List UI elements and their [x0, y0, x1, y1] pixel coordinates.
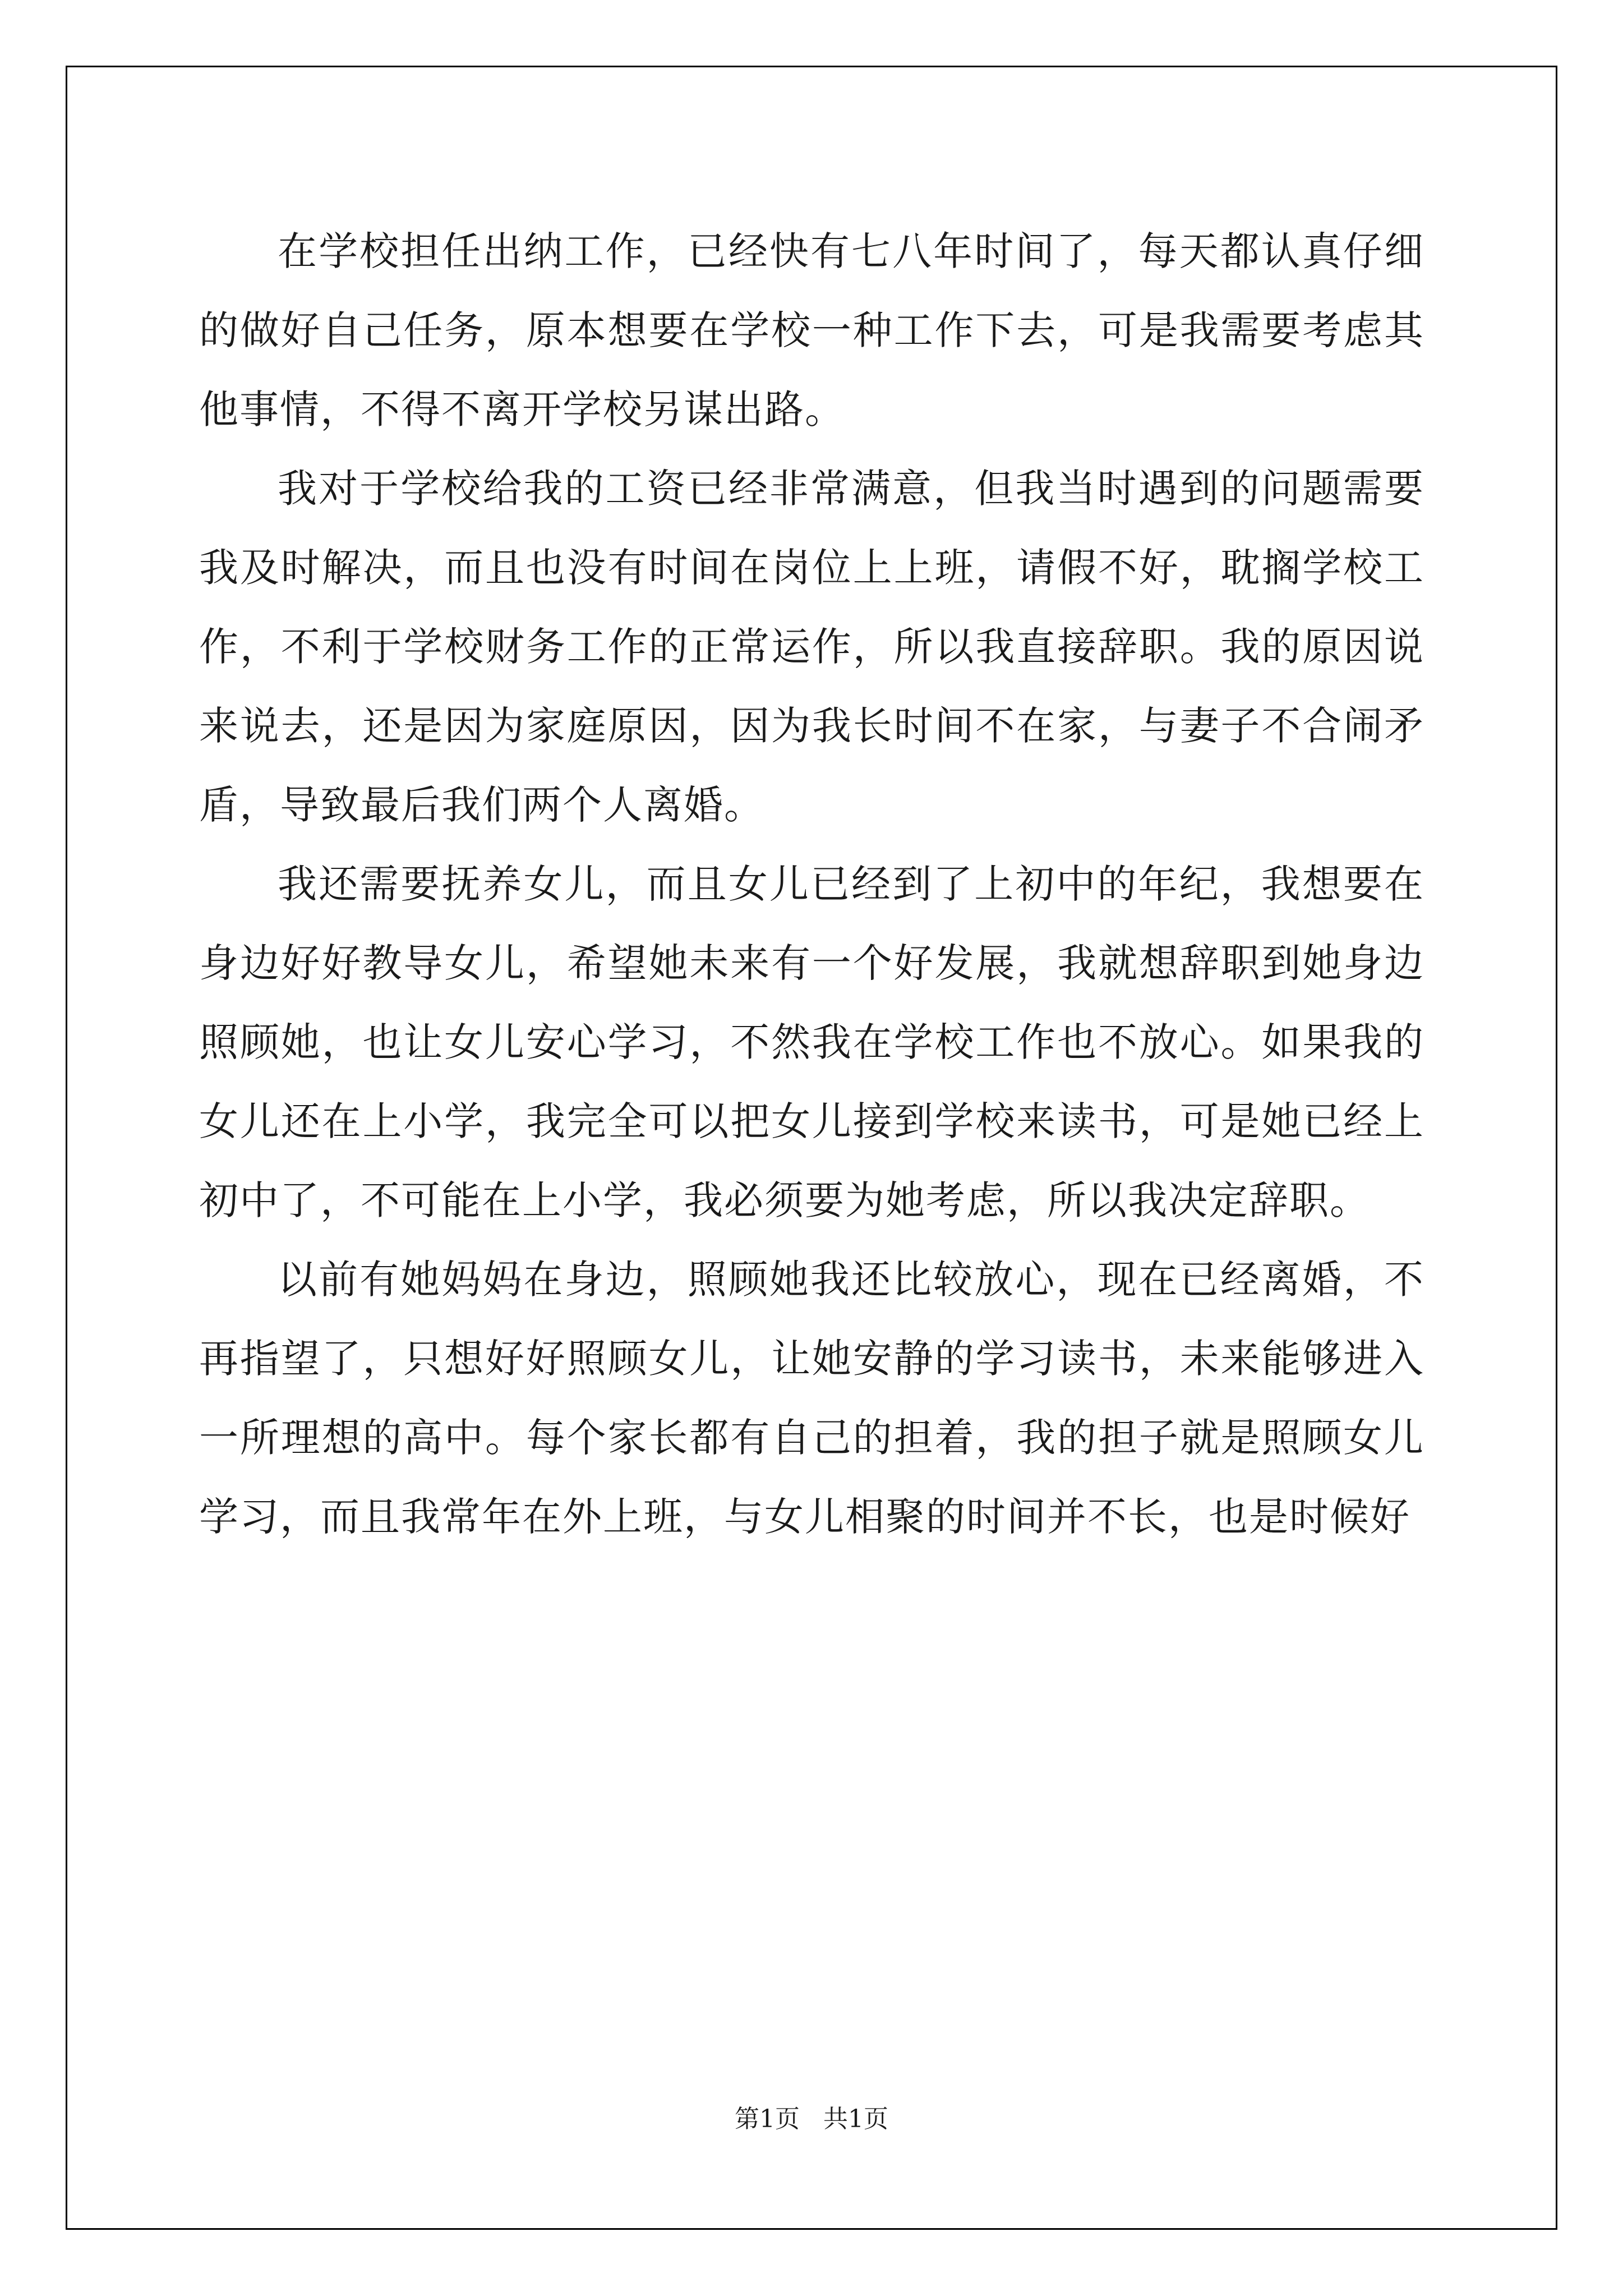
page-total: 共1页	[823, 2105, 888, 2133]
page-number: 第1页	[735, 2105, 800, 2133]
paragraph-3: 我还需要抚养女儿，而且女儿已经到了上初中的年纪，我想要在身边好好教导女儿，希望她未来有一个好发展，我就想辞职到她身边照顾她，也让女儿安心学习，不然我在学校工作也不放心。如果我的女儿还在上小学，我完全可以把女儿接到学校来读书，可是她已经上初中了，不可能在上小学，我必须要为她考虑，所以我决定辞职。	[199, 861, 1424, 1223]
document-body	[199, 212, 1424, 1557]
paragraph-4: 以前有她妈妈在身边，照顾她我还比较放心，现在已经离婚，不再指望了，只想好好照顾女儿，让她安静的学习读书，未来能够进入一所理想的高中。每个家长都有自己的担着，我的担子就是照顾女儿学习，而且我常年在外上班，与女儿相聚的时间并不长，也是时候好	[199, 1257, 1424, 1540]
page-footer	[0, 2102, 1623, 2136]
paragraph-2: 我对于学校给我的工资已经非常满意，但我当时遇到的问题需要我及时解决，而且也没有时间在岗位上上班，请假不好，耽搁学校工作，不利于学校财务工作的正常运作，所以我直接辞职。我的原因说来说去，还是因为家庭原因，因为我长时间不在家，与妻子不合闹矛盾，导致最后我们两个人离婚。	[199, 466, 1424, 828]
paragraph-1: 在学校担任出纳工作，已经快有七八年时间了，每天都认真仔细的做好自己任务，原本想要在学校一种工作下去，可是我需要考虑其他事情，不得不离开学校另谋出路。	[199, 228, 1424, 432]
